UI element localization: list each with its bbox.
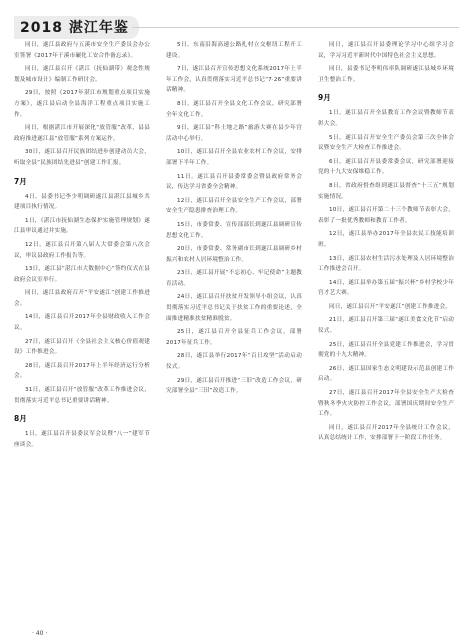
chronicle-entry: 8日，省政府督查组到遂江县督查“十三五”规划实施情况。 xyxy=(318,182,454,200)
chronicle-entry: 同日，遂江县政府与五溪市安全生产委员会办公室签署《2017年千溪市碾化工安合作备忘录》。 xyxy=(14,42,150,59)
chronicle-entry: 同日，县委书记李明伟率队调研遂江县城乡环境卫生整治工作。 xyxy=(318,66,454,83)
chronicle-entry: 9日，遂江县“科士地之路”旅游大赛在县少年宫活动中心举行。 xyxy=(166,125,302,142)
chronicle-entry: 同日，遂江县召开县委理论学习中心组学习会议，学习习近平新时代中国特色社会主义思想。 xyxy=(318,42,454,59)
chronicle-entry: 29日，按照《2017年湛江市规划重点项目实施方案》，遂江县启动全县海洋工程重点项目实施工作。 xyxy=(14,90,150,118)
chronicle-entry: 12日，遂江县举办2017年全县农民工技能培训班。 xyxy=(318,231,454,248)
chronicle-entry: 1日，《湛江市抚仙湖生态保护实施管理规划》遂江县审议通过并实施。 xyxy=(14,217,150,235)
chronicle-entry: 10日，遂江县召开第二十三个教师节表彰大会，表彰了一批优秀教师和教育工作者。 xyxy=(318,207,454,224)
month-heading: 9月 xyxy=(318,93,331,103)
column-3 xyxy=(318,40,454,620)
month-heading: 8月 xyxy=(14,414,27,424)
chronicle-entry: 14日，遂江县召开2017年全县财政收入工作会议。 xyxy=(14,314,150,332)
column-1 xyxy=(14,40,150,620)
chronicle-entry: 同日，遂江县政府召开“平安遂江”创建工作推进会。 xyxy=(14,290,150,307)
chronicle-entry: 1日，遂江县召开全县教育工作会议暨教师节表彰大会。 xyxy=(318,110,454,127)
yearbook-title: 2018 湛江年鉴 xyxy=(14,16,139,39)
chronicle-entry: 7日，遂江县召开宣传思想文化系统2017年上半年工作会，认真贯彻落实习近平总书记“7·26”重要讲话精神。 xyxy=(166,66,302,94)
chronicle-entry: 同日，遂江县召开“平安遂江”创建工作推进会。 xyxy=(329,303,452,310)
chronicle-entry: 13日，遂江县农村生活污水处理及人居环境整治工作推进会召开。 xyxy=(318,255,454,273)
page-header xyxy=(14,14,459,38)
chronicle-entry: 21日，遂江县召开第三届“遂江美食文化节”启动仪式。 xyxy=(318,317,454,335)
chronicle-entry: 12日，遂江县召开全县安全生产工作会议，部署安全生产隐患排查治理工作。 xyxy=(166,197,302,215)
page-number: · 40 · xyxy=(32,630,48,637)
chronicle-entry: 15日，市委常委、宣传部部长到遂江县调研宣传思想文化工作。 xyxy=(166,221,302,239)
chronicle-entry: 25日，遂江县召开全县征兵工作会议，部署2017年征兵工作。 xyxy=(166,329,302,346)
chronicle-entry: 5日，东南沿海高速公路扎村立交枢纽工程开工建设。 xyxy=(166,42,302,59)
chronicle-entry: 27日，遂江县召开《全县社会主义核心价值观建设》工作推进会。 xyxy=(14,338,150,356)
chronicle-entry: 11日，遂江县召开县委常委会暨县政府常务会议，传达学习省委全会精神。 xyxy=(166,173,302,191)
chronicle-entry: 27日，遂江县召开2017年全县安全生产大检查暨秋冬季火灾防控工作会议，部署国庆期间安全生产工作。 xyxy=(318,390,454,418)
chronicle-entry: 10日，遂江县召开全县农业农村工作会议，安排部署下半年工作。 xyxy=(166,149,302,166)
chronicle-entry: 20日，市委常委、常务副市长到遂江县调研乡村振兴和农村人居环境整治工作。 xyxy=(166,246,302,263)
chronicle-entry: 4日，县委书记李少明调研遂江县湛江县城乡共建项目执行情况。 xyxy=(14,193,150,211)
chronicle-entry: 8日，遂江县召开全县文化工作会议，研究部署全年文化工作。 xyxy=(166,100,302,118)
chronicle-entry: 同日，遂江县召开《湛江（抚仙湖带）观念性规划及城市设计》编制工作研讨会。 xyxy=(14,66,150,83)
chronicle-entry: 24日，遂江县召开扶贫开发领导小组会议，认真贯彻落实习近平总书记关于扶贫工作的重要论述，全面推进精准扶贫精准脱贫。 xyxy=(166,294,302,322)
chronicle-entry: 25日，遂江县召开全县党建工作推进会，学习贯彻党的十九大精神。 xyxy=(318,341,454,359)
chronicle-entry: 6日，遂江县召开县委常委会议，研究部署迎接党的十九大安保维稳工作。 xyxy=(318,158,454,176)
column-2 xyxy=(166,40,302,620)
chronicle-entry: 30日，遂江县召开民族团结进步创建动员大会，听取全县“民族团结先进县”创建工作汇报。 xyxy=(14,149,150,166)
chronicle-entry: 29日，遂江县召开推进“三旧”改造工作会议，研究部署全县“三旧”改造工作。 xyxy=(166,377,302,395)
chronicle-entry: 28日，遂江县举行2017年“百日攻坚”活动启动仪式。 xyxy=(166,353,302,371)
header-rule xyxy=(132,27,459,28)
chronicle-entry: 14日，遂江县举办第五届“振兴杯”乡村学校少年宫才艺大赛。 xyxy=(318,279,454,297)
chronicle-entry: 5日，遂江县召开安全生产委员会第三次全体会议暨安全生产大检查工作推进会。 xyxy=(318,134,454,152)
chronicle-entry: 26日，遂江县国家生态文明建设示范县创建工作启动。 xyxy=(318,365,454,383)
chronicle-entry: 1日，遂江县召开县委议军会议暨“八一”建军节座谈会。 xyxy=(14,431,150,448)
chronicle-entry: 13日，遂江县“湛江市大数据中心”签约仪式在县政府会议室举行。 xyxy=(14,266,150,283)
chronicle-entry: 12日，遂江县召开第八届人大常委会第八次会议，审议县政府工作报告等。 xyxy=(14,241,150,259)
chronicle-entry: 31日，遂江县召开“放管服”改革工作推进会议，贯彻落实习近平总书记重要讲话精神。 xyxy=(14,387,150,404)
chronicle-entry: 28日，遂江县召开2017年上半年经济运行分析会。 xyxy=(14,362,150,380)
chronicle-entry: 同日，根据湛江市开展深化“放管服”改革，县县政府推进遂江县“放管服”系列方案运作。 xyxy=(14,125,150,142)
chronicle-entry: 23日，遂江县开展“不忘初心、牢记使命”主题教育活动。 xyxy=(166,270,302,287)
chronicle-entry: 同日，遂江县召开2017年全县统计工作会议，认真总结统计工作，安排部署下一阶段工作任务。 xyxy=(318,424,454,442)
month-heading: 7月 xyxy=(14,176,27,186)
